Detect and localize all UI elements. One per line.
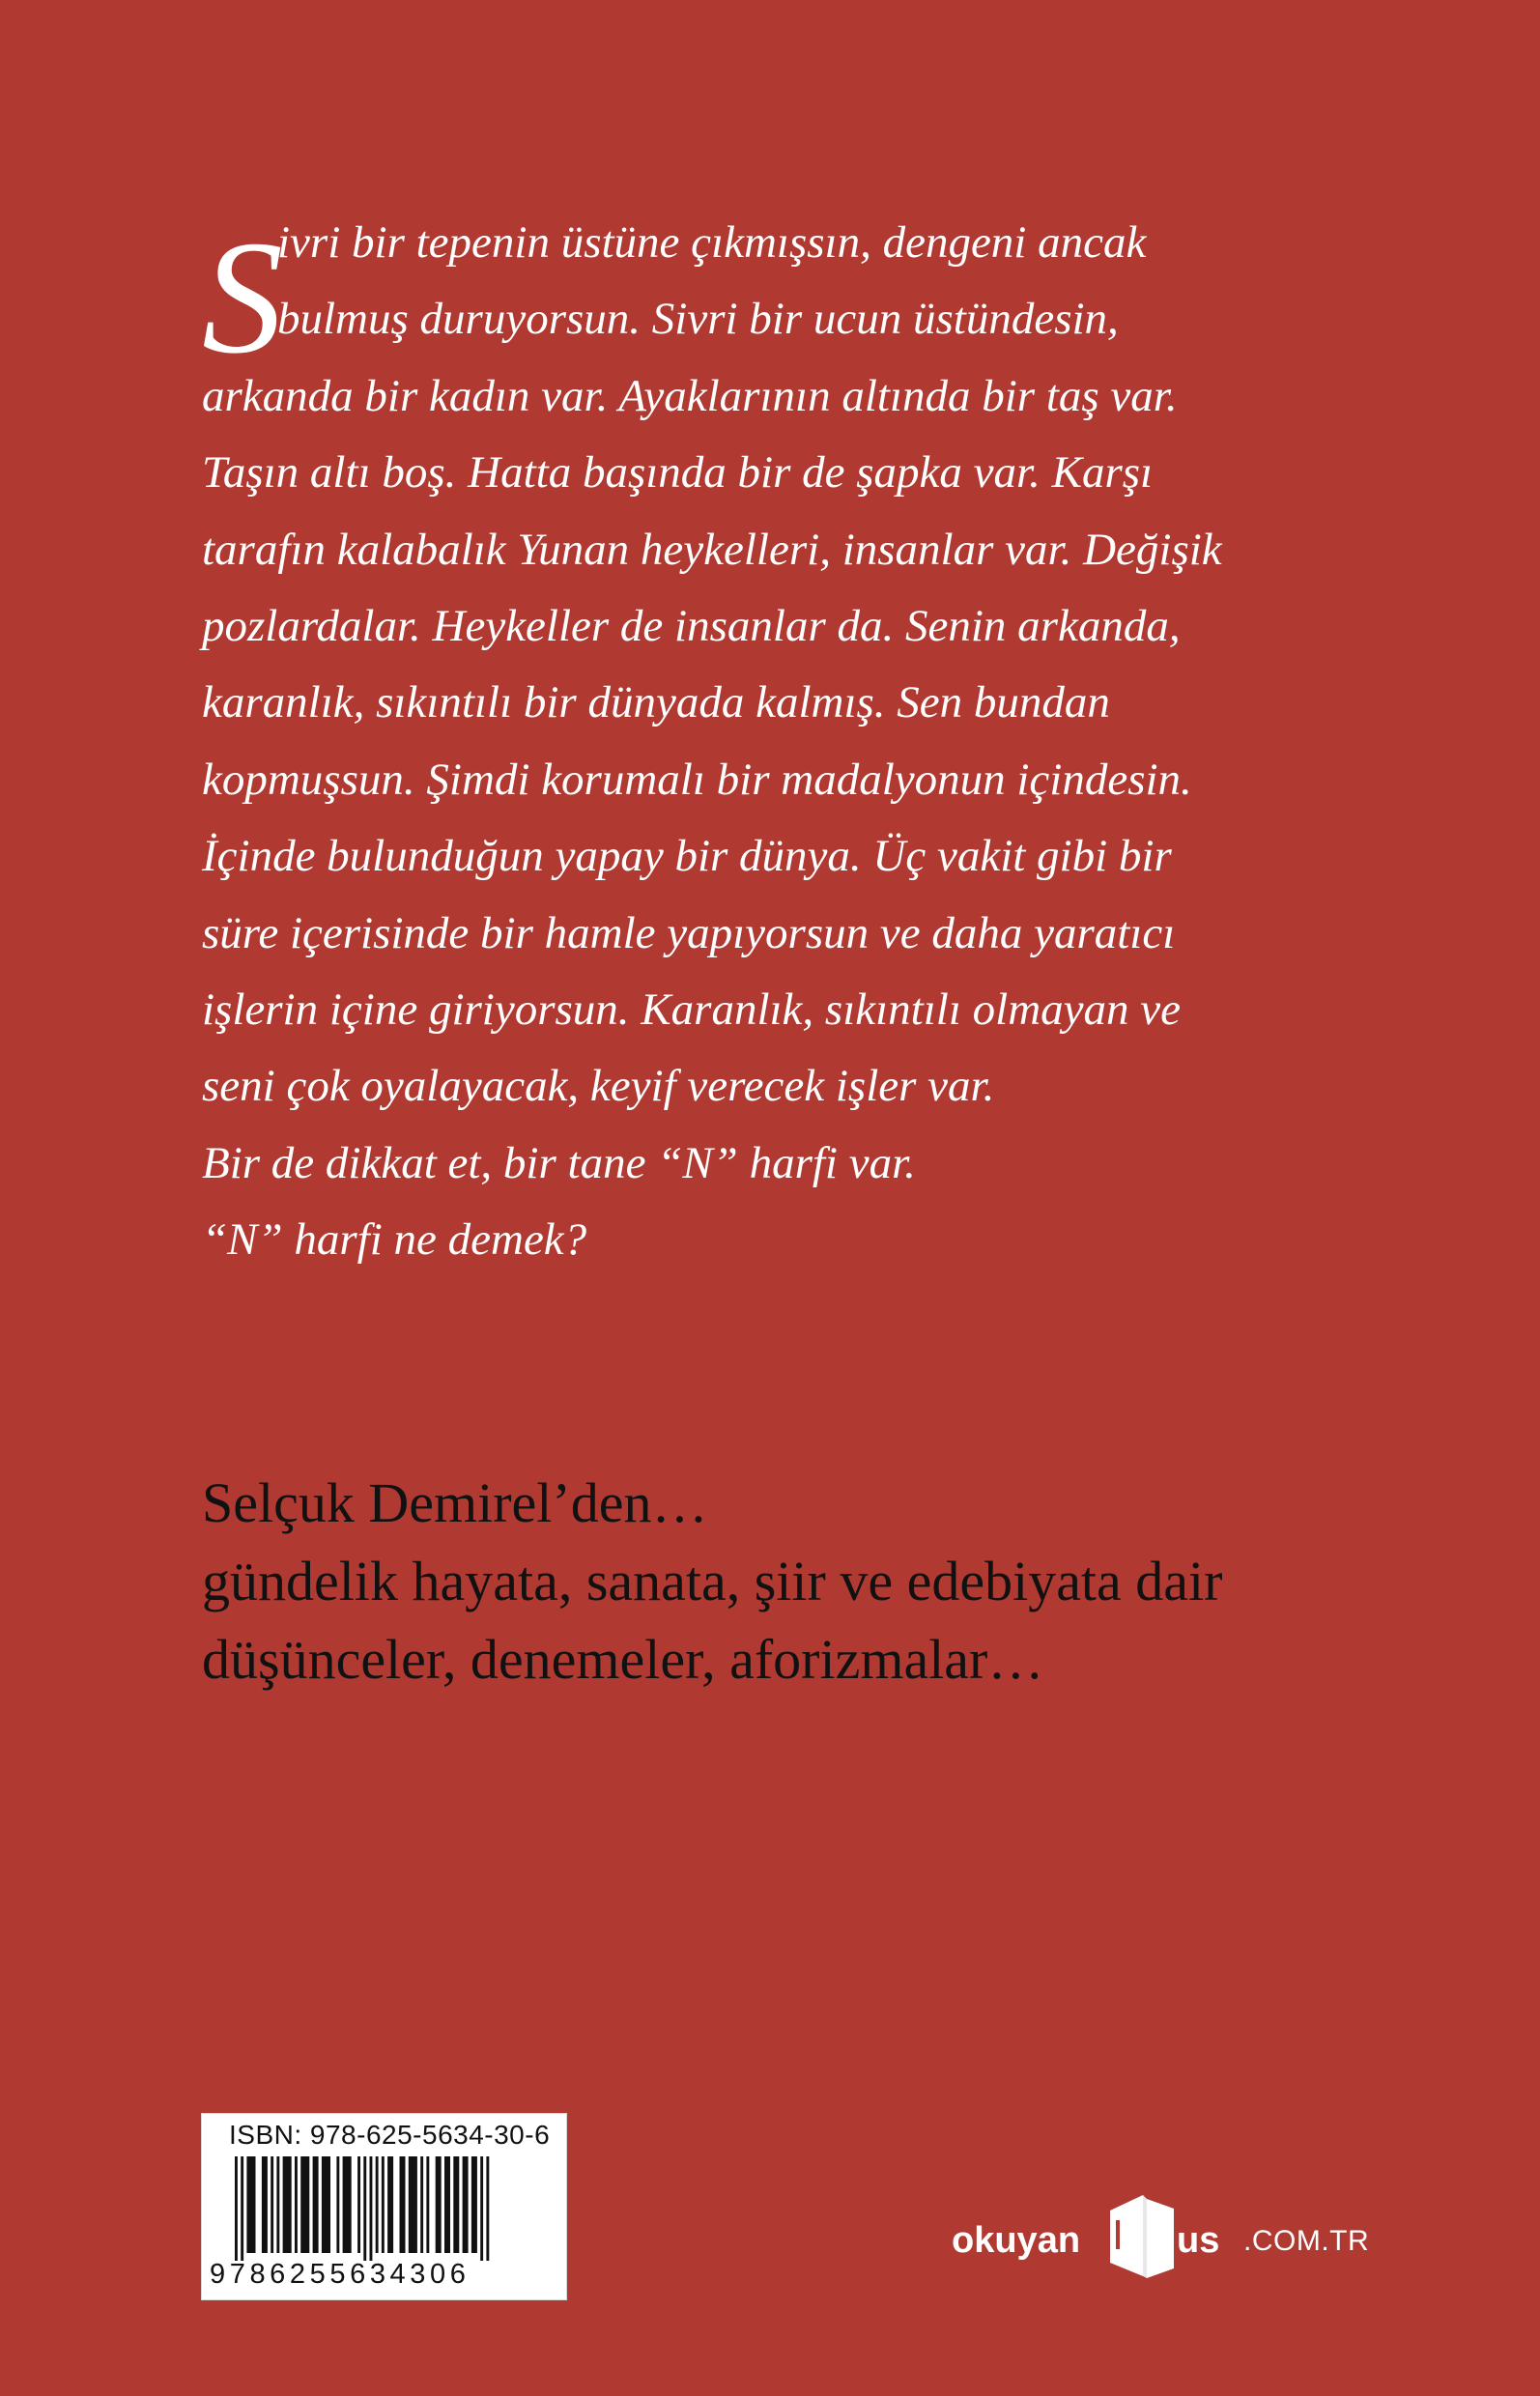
barcode-bar xyxy=(436,2156,442,2253)
blurb-line: Taşın altı boş. Hatta başında bir de şapka var. Karşı xyxy=(202,447,1154,499)
barcode-bars xyxy=(235,2156,534,2261)
barcode-bar xyxy=(387,2156,393,2253)
isbn-label: ISBN: 978-625-5634-30-6 xyxy=(229,2120,551,2150)
barcode-bar xyxy=(426,2156,429,2253)
barcode-digits: 9786255634306 xyxy=(210,2259,471,2290)
isbn-barcode xyxy=(202,2114,566,2299)
barcode-bar xyxy=(246,2156,255,2253)
blurb-closing-question: “N” harfi ne demek? xyxy=(202,1214,587,1266)
pitch-line: gündelik hayata, sanata, şiir ve edebiyata dair xyxy=(202,1550,1223,1612)
publisher-name-part: us xyxy=(1177,2220,1220,2261)
blurb-line: kopmuşsun. Şimdi korumalı bir madalyonun içindesin. xyxy=(202,754,1192,805)
barcode-bar xyxy=(400,2156,406,2253)
blurb-line: karanlık, sıkıntılı bir dünyada kalmış. Sen bundan xyxy=(202,677,1110,728)
blurb-line: seni çok oyalayacak, keyif verecek işler var. xyxy=(202,1061,995,1112)
barcode-bar xyxy=(409,2156,417,2253)
publisher-name-part: okuyan xyxy=(952,2220,1081,2261)
barcode-bar xyxy=(420,2156,423,2253)
barcode-bar xyxy=(480,2156,483,2261)
barcode-bar xyxy=(370,2156,373,2261)
blurb-line: Bir de dikkat et, bir tane “N” harfi var. xyxy=(202,1137,916,1188)
barcode-bar xyxy=(300,2156,309,2253)
barcode-bar xyxy=(283,2156,292,2253)
barcode-bar xyxy=(463,2156,469,2253)
barcode-bar xyxy=(376,2156,379,2253)
barcode-bar xyxy=(382,2156,385,2253)
blurb-line: işlerin içine giriyorsun. Karanlık, sıkıntılı olmayan ve xyxy=(202,984,1182,1035)
barcode-bar xyxy=(486,2156,489,2261)
barcode-bar xyxy=(471,2156,477,2253)
book-door-icon xyxy=(1108,2191,1176,2280)
blurb-line: ivri bir tepenin üstüne çıkmışsın, dengeni ancak xyxy=(277,217,1147,268)
barcode-bar xyxy=(241,2156,243,2261)
barcode-bar xyxy=(363,2156,366,2261)
barcode-bar xyxy=(262,2156,268,2253)
barcode-bar xyxy=(343,2156,352,2253)
blurb-line: tarafın kalabalık Yunan heykelleri, insanlar var. Değişik xyxy=(202,524,1222,575)
barcode-bar xyxy=(276,2156,279,2253)
barcode-bar xyxy=(453,2156,459,2253)
blurb-line: süre içerisinde bir hamle yapıyorsun ve daha yaratıcı xyxy=(202,907,1176,958)
drop-cap: S xyxy=(202,208,283,387)
barcode-bar xyxy=(271,2156,273,2253)
barcode-bar xyxy=(295,2156,298,2253)
barcode-bar xyxy=(322,2156,330,2253)
blurb-line: arkanda bir kadın var. Ayaklarının altında bir taş var. xyxy=(202,370,1178,421)
back-cover-blurb xyxy=(202,205,1390,1278)
barcode-bar xyxy=(444,2156,450,2253)
barcode-bar xyxy=(313,2156,319,2253)
pitch-line: Selçuk Demirel’den… xyxy=(202,1471,708,1534)
publisher-domain: .COM.TR xyxy=(1243,2225,1370,2257)
blurb-line: bulmuş duruyorsun. Sivri bir ucun üstündesin, xyxy=(277,294,1119,345)
barcode-bar xyxy=(336,2156,339,2253)
blurb-line: pozlardalar. Heykeller de insanlar da. Senin arkanda, xyxy=(202,600,1181,651)
barcode-bar xyxy=(357,2156,360,2253)
pitch-line: düşünceler, denemeler, aforizmalar… xyxy=(202,1628,1044,1691)
blurb-line: İçinde bulunduğun yapay bir dünya. Üç vakit gibi bir xyxy=(202,831,1172,882)
author-pitch xyxy=(202,1464,1222,1698)
barcode-bar xyxy=(235,2156,238,2261)
